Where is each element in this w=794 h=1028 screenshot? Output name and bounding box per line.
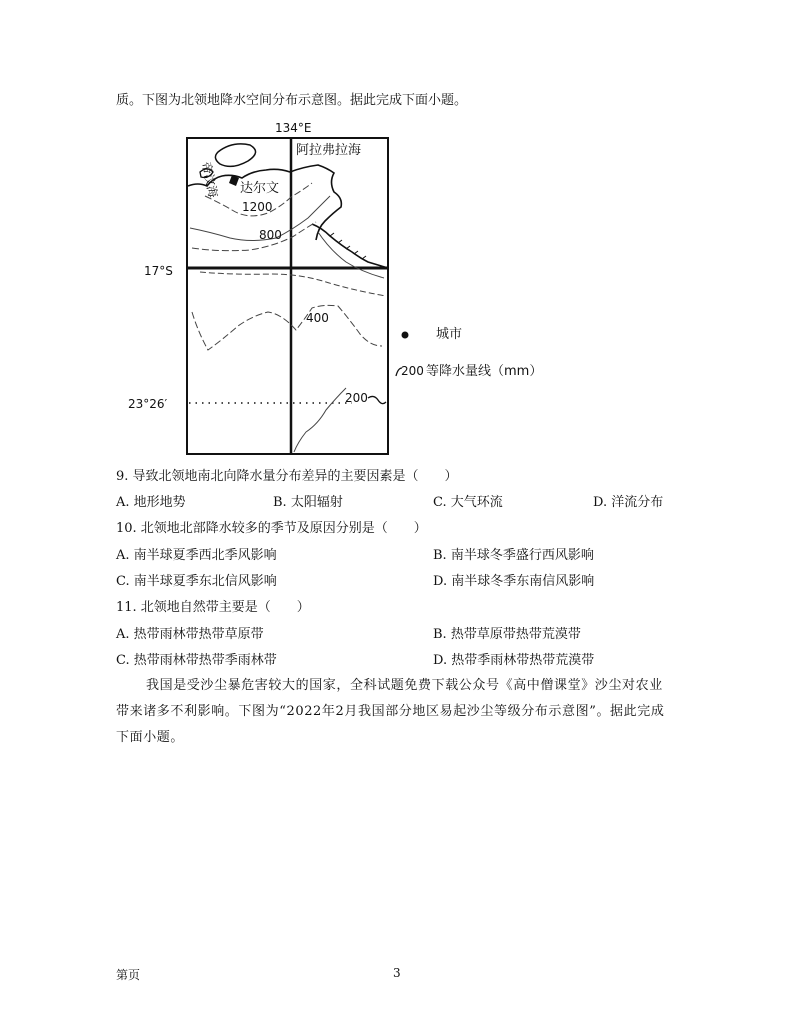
q9-option-c[interactable]: C. 大气环流 — [433, 495, 503, 510]
q9-option-b[interactable]: B. 太阳辐射 — [273, 495, 343, 510]
question-10-stem: 10. 北领地北部降水较多的季节及原因分别是（ ） — [116, 521, 427, 536]
timor-sea-label: 帝汶海 — [199, 160, 221, 199]
legend-city-dot — [402, 332, 409, 339]
label-400: 400 — [306, 311, 329, 325]
passage-text: 我国是受沙尘暴危害较大的国家，全科试题免费下载公众号《高中僧课堂》沙尘对农业带来诸多不利影响。下图为“2022年2月我国部分地区易起沙尘等级分布示意图”。据此完成下面小题。 — [116, 678, 665, 745]
question-11-stem: 11. 北领地自然带主要是（ ） — [116, 600, 310, 615]
q10-option-d[interactable]: D. 南半球冬季东南信风影响 — [433, 574, 595, 589]
q11-option-b[interactable]: B. 热带草原带热带荒漠带 — [433, 627, 581, 642]
intro-text: 质。下图为北领地降水空间分布示意图。据此完成下面小题。 — [116, 93, 468, 108]
q9-option-d[interactable]: D. 洋流分布 — [593, 495, 664, 510]
q11-option-d[interactable]: D. 热带季雨林带热带荒漠带 — [433, 653, 595, 668]
q9-option-a[interactable]: A. 地形地势 — [116, 495, 186, 510]
legend-isohyet-value: 200 — [401, 364, 424, 378]
q10-option-b[interactable]: B. 南半球冬季盛行西风影响 — [433, 548, 594, 563]
city-label: 达尔文 — [240, 181, 280, 196]
q10-option-c[interactable]: C. 南半球夏季东北信风影响 — [116, 574, 277, 589]
legend-city-label: 城市 — [436, 327, 463, 342]
legend-isohyet-label: 等降水量线（mm） — [426, 364, 543, 379]
footer-label: 第页 — [116, 968, 141, 982]
isohyet-500 — [200, 272, 386, 296]
coast-hatching — [330, 233, 366, 259]
lon-label: 134°E — [275, 121, 312, 135]
label-200: 200 — [345, 391, 368, 405]
q10-option-a[interactable]: A. 南半球夏季西北季风影响 — [116, 548, 277, 563]
isohyet-400 — [192, 305, 382, 350]
question-9-stem: 9. 导致北领地南北向降水量分布差异的主要因素是（ ） — [116, 469, 458, 484]
isohyet-800 — [192, 222, 316, 251]
isohyet-600 — [318, 232, 384, 278]
label-800: 800 — [259, 228, 282, 242]
sea-label: 阿拉弗拉海 — [296, 143, 362, 158]
lat-17-label: 17°S — [144, 264, 173, 278]
isohyet-200 — [294, 388, 346, 452]
label-1200: 1200 — [242, 200, 273, 214]
isohyet-200-right — [368, 396, 386, 403]
lat-tropic-label: 23°26′ — [128, 397, 168, 411]
q11-option-a[interactable]: A. 热带雨林带热带草原带 — [116, 627, 264, 642]
page-number: 3 — [393, 966, 401, 980]
q11-option-c[interactable]: C. 热带雨林带热带季雨林带 — [116, 653, 277, 668]
island-large — [215, 144, 255, 166]
